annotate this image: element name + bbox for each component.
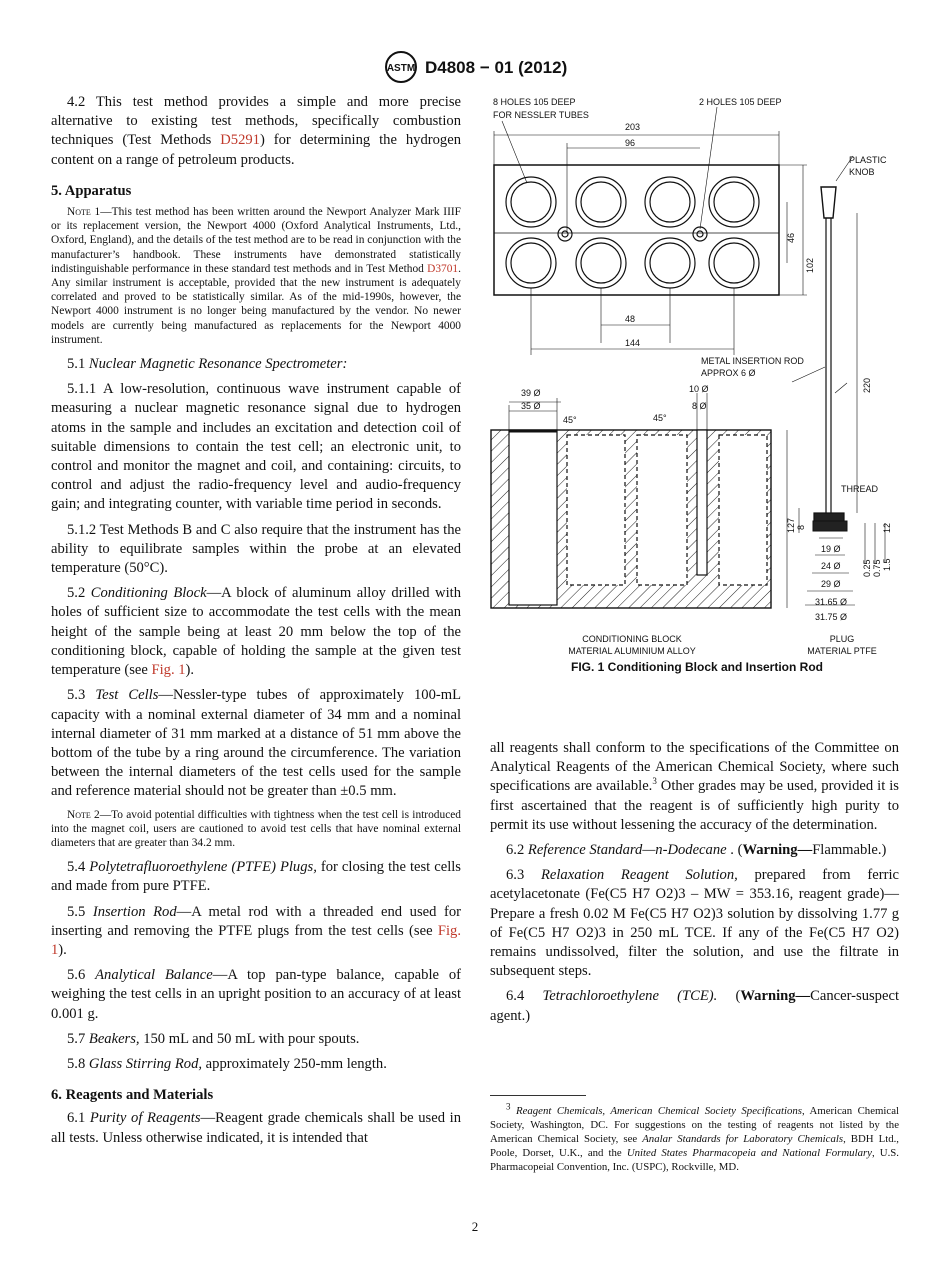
label-d96: 96 (625, 138, 636, 148)
label-d24: 24 Ø (821, 561, 841, 571)
link-fig1-a[interactable]: Fig. 1 (151, 662, 186, 679)
label-d203: 203 (625, 122, 641, 132)
label-d075: 0.75 (872, 559, 882, 577)
note-2: Note 2—To avoid potential difficulties with tightness when the test cell is introduced into the magnet coil, users are cautioned to avoid test cells that have nominal external diameters that are greater than 34.2 mm. (51, 808, 461, 849)
section-5-8: 5.8 Glass Stirring Rod, approximately 250-mm length. (67, 1055, 387, 1072)
label-d15: 1.5 (882, 558, 892, 571)
section-5-7: 5.7 Beakers, 150 mL and 50 mL with pour spouts. (67, 1030, 360, 1047)
label-d8: 8 Ø (692, 401, 707, 411)
section-6-1: 6.1 Purity of Reagents—Reagent grade chemicals shall be used in all tests. Unless otherwise indicated, it is intended that (51, 1110, 462, 1146)
label-knob: KNOB (849, 167, 875, 177)
label-d3175: 31.75 Ø (815, 612, 848, 622)
label-rod1: METAL INSERTION ROD (701, 356, 804, 366)
label-rod2: APPROX 6 Ø (701, 368, 756, 378)
section-5-2: 5.2 Conditioning Block—A block of aluminum alloy drilled with holes of sufficient size to accommodate the test cells with the mean height of the sample being at least 20 mm below the top of the conditioning block, capable of holding the sample at the given test temperature (see Fig. 1). (51, 585, 461, 679)
label-d3165: 31.65 Ø (815, 597, 848, 607)
label-d8v: 8 (796, 524, 806, 530)
left-column (51, 93, 461, 1154)
label-plastic: PLASTIC (849, 155, 887, 165)
label-d025: 0.25 (862, 559, 872, 577)
figure-1 (487, 93, 907, 683)
section-5-4: 5.4 Polytetrafluoroethylene (PTFE) Plugs, for closing the test cells and made from pure PTFE. (51, 859, 461, 895)
label-d12: 12 (882, 522, 892, 533)
footnote-rule (490, 1095, 586, 1096)
label-d39: 39 Ø (521, 388, 541, 398)
label-d35: 35 Ø (521, 401, 541, 411)
label-d144: 144 (625, 338, 641, 348)
insertion-rod (792, 156, 857, 529)
section-5-6: 5.6 Analytical Balance—A top pan-type balance, capable of weighing the test cells in an upright position to an accuracy of at least 0.001 g. (51, 967, 461, 1022)
side-section (491, 393, 799, 608)
label-d46: 46 (786, 232, 796, 243)
label-a45a: 45° (563, 415, 577, 425)
label-d220: 220 (862, 377, 872, 393)
section-4-2: 4.2 This test method provides a simple and more precise alternative to existing test methods, specifically combustion techniques (Test Methods D5291) for determining the hydrogen content on a range of petroleum products. (51, 94, 462, 168)
label-a45b: 45° (653, 413, 667, 423)
label-d48: 48 (625, 314, 636, 324)
section-5-5: 5.5 Insertion Rod—A metal rod with a threaded end used for inserting and removing the PTFE plugs from the test cells (see Fig. 1). (51, 903, 461, 958)
label-d102: 102 (805, 257, 815, 273)
section-6-1-continued: all reagents shall conform to the specifications of the Committee on Analytical Reagents of the American Chemical Society, where such specifications are available.$^3$ Other grades may be used, provided it is first ascertained that the reagent is of sufficiently high purity to permit its use without lessening the accuracy of the determination. (490, 740, 899, 833)
section-5-1-1: 5.1.1 A low-resolution, continuous wave instrument capable of measuring a nuclear magnetic resonance signal due to hydrogen atoms in the sample and includes an excitation and detection coil of suitable dimensions to contain the test cell; an electronic unit, to control and monitor the magnet and coil, and containing: circuits, to control and adjust the radio-frequency level and audio-frequency gain; and integrating counter, with variable time period in seconds. (51, 381, 461, 513)
link-d3701[interactable]: D3701 (427, 262, 459, 275)
page-number: 2 (471, 1219, 479, 1234)
section-6-heading: 6. Reagents and Materials (51, 1087, 214, 1104)
section-5-3: 5.3 Test Cells—Nessler-type tubes of approximately 100-mL capacity with a nominal external diameter of 34 mm and a nominal internal diameter of 31 mm marked at a distance of 51 mm above the bottom of the tube by a ring around the circumference. The variation between the internal diameters of the test cells used for the sample and reference material should not be greater than ±0.5 mm. (51, 687, 461, 800)
section-5-heading: 5. Apparatus (51, 182, 132, 199)
astm-logo (381, 50, 421, 84)
label-d10: 10 Ø (689, 384, 709, 394)
footnote-3: $^3$ Reagent Chemicals, American Chemical Society Specifications, American Chemical Society, Washington, DC. For suggestions on the testing of reagents not listed by the American Chemical Society, see Analar Standards for Laboratory Chemicals, BDH Ltd., Poole, Dorset, U.K., and the United States Pharmacopeia and National Formulary, U.S. Pharmacopeial Convention, Inc. (USPC), Rockville, MD. (490, 1101, 900, 1173)
label-cb2: MATERIAL ALUMINIUM ALLOY (568, 646, 696, 656)
label-thread: THREAD (841, 484, 879, 494)
section-6-3: 6.3 Relaxation Reagent Solution, prepared from ferric acetylacetonate (Fe(C5 H7 O2)3 – MW = 353.16, reagent grade)—Prepare a fresh 0.02 M Fe(C5 H7 O2)3 solution by dissolving 1.77 g of Fe(C5 H7 O2)3 in 250 mL TCE. If any of the Fe(C5 H7 O2) remains undissolved, filter the solution, and use the filtrate in subsequent steps. (490, 867, 899, 980)
link-fig1-b[interactable]: Fig. 1 (51, 922, 461, 958)
section-6-4: 6.4 Tetrachloroethylene (TCE). (Warning—Cancer-suspect agent.) (490, 988, 899, 1024)
link-d5291[interactable]: D5291 (220, 132, 260, 149)
label-d19: 19 Ø (821, 544, 841, 554)
section-5-1-2: 5.1.2 Test Methods B and C also require that the instrument has the ability to equilibrate samples within the probe at an elevated temperature (50°C). (51, 521, 461, 577)
figure-1-drawing (487, 93, 907, 658)
top-view (494, 107, 807, 355)
label-d29: 29 Ø (821, 579, 841, 589)
figure-caption: FIG. 1 Conditioning Block and Insertion Rod (571, 660, 823, 674)
label-holes2: 2 HOLES 105 DEEP (699, 97, 782, 107)
logo-text: ASTM (386, 63, 416, 74)
note-1: Note 1—This test method has been written around the Newport Analyzer Mark IIIF or its replacement version, the Newport 4000 (Oxford Analytical Instruments, Ltd., Oxford, England), and the details of the test method are to be read in conjunction with the manufacturer’s handbook. These instruments have demonstrated statistically indistinguishable performance in these standard test methods and in Test Method D3701. Any similar instrument is acceptable, provided that the new instrument is adequately correlated and proved to be statistically similar. As of the mid-1990s, however, the Newport 4000 instrument is no longer being manufactured by the vendor. No newer models are currently being manufactured as replacements for the Newport 4000 instrument. (51, 206, 461, 346)
label-nessler: FOR NESSLER TUBES (493, 110, 589, 120)
footnote-ref[interactable]: 3 (652, 776, 657, 787)
section-6-2: 6.2 Reference Standard—n-Dodecane . (Warning—Flammable.) (506, 842, 887, 859)
label-plug1: PLUG (829, 634, 855, 644)
label-cb1: CONDITIONING BLOCK (582, 634, 682, 644)
document-designation: D4808 − 01 (2012) (425, 58, 568, 77)
label-d127: 127 (786, 517, 796, 533)
label-plug2: MATERIAL PTFE (807, 646, 877, 656)
label-holes8: 8 HOLES 105 DEEP (493, 97, 576, 107)
right-column (490, 739, 899, 1032)
section-5-1: 5.1 Nuclear Magnetic Resonance Spectrometer: (67, 356, 348, 373)
